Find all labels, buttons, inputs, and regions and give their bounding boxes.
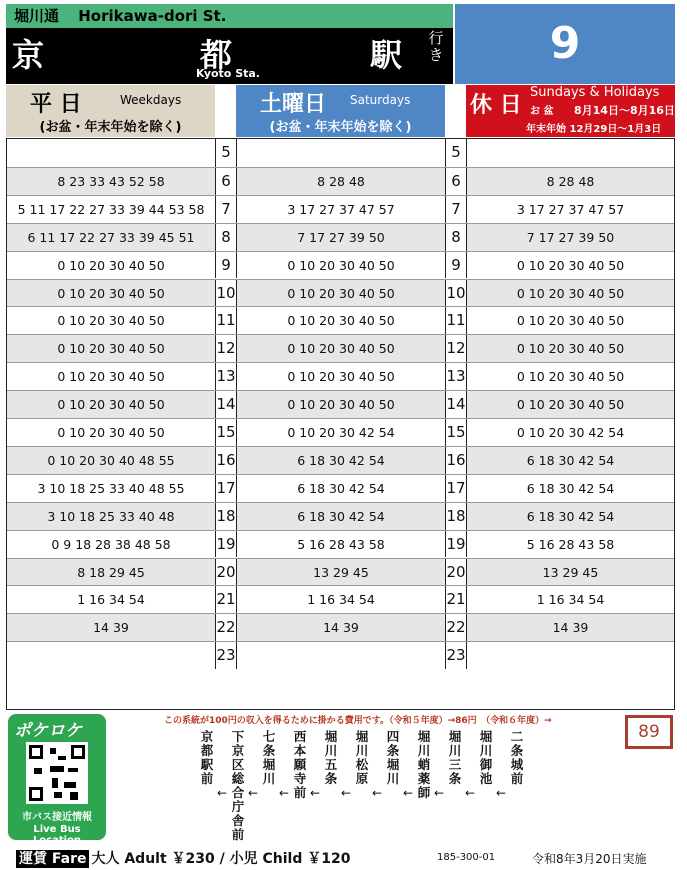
hour-label: 10 (215, 280, 237, 307)
table-row (7, 362, 674, 390)
saturday-minutes (237, 642, 445, 669)
hour-label: 9 (445, 252, 467, 279)
stop-name: 堀川松原 (355, 729, 369, 786)
stop-name: 堀川御池 (479, 729, 493, 786)
weekdays-en: Weekdays (120, 93, 182, 107)
saturday-minutes: 8 28 48 (237, 168, 445, 195)
holiday-minutes (467, 139, 674, 167)
pokelog-jp: 市バス接近情報 (22, 812, 92, 823)
weekday-minutes (7, 642, 215, 669)
arrow-left-icon: ← (403, 786, 414, 800)
holidays-jp: 休 日 (470, 93, 522, 118)
stop-name: 四条堀川 (386, 729, 400, 786)
holiday-minutes: 6 18 30 42 54 (467, 447, 674, 474)
table-row (7, 279, 674, 307)
obon-label: お 盆 (530, 106, 554, 117)
saturday-minutes: 6 18 30 42 54 (237, 503, 445, 530)
holiday-minutes: 13 29 45 (467, 559, 674, 586)
table-row (7, 502, 674, 530)
destination-en: Kyoto Sta. (196, 67, 260, 80)
hour-label: 22 (445, 614, 467, 641)
arrow-left-icon: ← (279, 786, 290, 800)
cost-value: 89 (625, 715, 673, 749)
arrow-left-icon: ← (465, 786, 476, 800)
street-banner (6, 4, 453, 28)
saturday-minutes: 13 29 45 (237, 559, 445, 586)
saturday-minutes: 0 10 20 30 40 50 (287, 313, 395, 329)
hour-label: 23 (215, 642, 237, 669)
holiday-minutes: 8 28 48 (467, 168, 674, 195)
hour-label: 10 (445, 280, 467, 307)
table-row (7, 530, 674, 558)
hour-label: 14 (445, 391, 467, 418)
hour-label: 20 (215, 559, 237, 586)
hour-label: 19 (445, 531, 467, 558)
weekday-minutes: 8 23 33 43 52 58 (7, 168, 215, 195)
table-row (7, 418, 674, 446)
fare-text: 大人 Adult ￥230 / 小児 Child ￥120 (91, 851, 351, 867)
destination-char-3: 駅 (370, 36, 403, 74)
weekday-minutes: 0 10 20 30 40 50 (7, 391, 215, 418)
saturday-minutes: 1 16 34 54 (307, 592, 375, 608)
hour-label: 21 (215, 586, 237, 613)
destination-char-1: 京 (12, 36, 45, 74)
qr-code-icon[interactable] (26, 742, 88, 804)
stop-name: 堀川蛸薬師 (417, 729, 431, 800)
holiday-minutes: 0 10 20 30 40 50 (467, 280, 674, 307)
holiday-minutes: 14 39 (467, 614, 674, 641)
hour-label: 16 (445, 447, 467, 474)
hour-label: 12 (215, 335, 237, 362)
weekdays-jp: 平 日 (30, 92, 82, 117)
holiday-minutes: 0 10 20 30 40 50 (516, 369, 625, 385)
saturday-minutes: 0 10 20 30 40 50 (287, 257, 395, 273)
hour-label: 8 (445, 224, 467, 251)
table-row (7, 167, 674, 195)
hour-label: 7 (215, 196, 237, 223)
holiday-minutes: 5 16 28 43 58 (526, 536, 615, 552)
weekday-minutes: 5 11 17 22 27 33 39 44 53 58 (17, 201, 205, 217)
arrow-left-icon: ← (217, 786, 228, 800)
hour-label: 6 (445, 168, 467, 195)
saturday-minutes: 6 18 30 42 54 (297, 480, 385, 496)
hour-label: 11 (215, 307, 237, 334)
cost-note: この系統が100円の収入を得るために掛かる費用です。（令和５年度）→86円 （令和６年度）→ (164, 716, 552, 726)
fare-label: 運賃 Fare (16, 850, 89, 868)
table-row (7, 251, 674, 279)
stop-name: 七条堀川 (262, 729, 276, 786)
saturday-minutes: 6 18 30 42 54 (237, 447, 445, 474)
saturdays-header (236, 85, 445, 137)
hour-label: 14 (215, 391, 237, 418)
saturday-minutes: 5 16 28 43 58 (297, 536, 385, 552)
street-name-en: Horikawa-dori St. (78, 7, 227, 25)
hour-label: 13 (215, 363, 237, 390)
stop-name: 下京区総合庁舎前 (231, 729, 245, 842)
saturdays-en: Saturdays (350, 93, 411, 107)
holiday-minutes: 1 16 34 54 (536, 592, 605, 608)
weekdays-header (6, 85, 215, 137)
arrow-left-icon: ← (372, 786, 383, 800)
saturdays-jp: 土曜日 (260, 92, 327, 117)
holiday-minutes (467, 642, 674, 669)
holiday-minutes: 0 10 20 30 40 50 (467, 335, 674, 362)
table-row (7, 139, 674, 167)
hour-label: 18 (445, 503, 467, 530)
arrow-left-icon: ← (248, 786, 259, 800)
hour-label: 9 (215, 252, 237, 279)
pokelog-panel[interactable] (8, 714, 106, 846)
timetable-code: 185-300-01 (437, 852, 496, 863)
arrow-left-icon: ← (341, 786, 352, 800)
saturday-minutes: 0 10 20 30 40 50 (237, 391, 445, 418)
arrow-left-icon: ← (434, 786, 445, 800)
saturdays-note: (お盆・年末年始を除く) (269, 120, 412, 135)
weekday-minutes: 0 10 20 30 40 50 (57, 313, 165, 329)
saturday-minutes: 3 17 27 37 47 57 (287, 201, 395, 217)
hour-label: 17 (445, 475, 467, 502)
hour-label: 12 (445, 335, 467, 362)
timetable (6, 138, 675, 710)
stop-name: 二条城前 (510, 729, 524, 786)
hour-label: 15 (215, 419, 237, 446)
table-row (7, 474, 674, 502)
hour-label: 13 (445, 363, 467, 390)
saturday-minutes: 0 10 20 30 42 54 (287, 425, 395, 440)
holiday-minutes: 0 10 20 30 40 50 (516, 313, 625, 329)
bound-for-label: 行き (428, 29, 444, 64)
table-row (7, 334, 674, 362)
weekday-minutes: 6 11 17 22 27 33 39 45 51 (7, 224, 215, 251)
fare-info (16, 848, 350, 868)
hour-label: 20 (445, 559, 467, 586)
pokelog-en: Live Bus Location (32, 824, 82, 846)
holiday-minutes: 0 10 20 30 40 50 (516, 257, 625, 273)
stop-name: 堀川三条 (448, 729, 462, 786)
hour-label: 22 (215, 614, 237, 641)
effective-date: 令和8年3月20日実施 (532, 852, 647, 866)
arrow-left-icon: ← (496, 786, 507, 800)
hour-label: 19 (215, 531, 237, 558)
pokelog-title: ポケロケ (14, 721, 82, 741)
stop-name: 京都駅前 (200, 729, 214, 786)
hour-label: 5 (215, 139, 237, 167)
weekday-minutes: 0 10 20 30 40 50 (57, 369, 165, 385)
hour-label: 21 (445, 586, 467, 613)
hour-label: 5 (445, 139, 467, 167)
saturday-minutes: 14 39 (237, 614, 445, 641)
destination-char-2: 都 (200, 36, 233, 74)
weekday-minutes: 0 9 18 28 38 48 58 (51, 536, 171, 552)
weekdays-note: (お盆・年末年始を除く) (39, 120, 182, 135)
table-row (7, 585, 674, 613)
hour-label: 6 (215, 168, 237, 195)
hour-label: 8 (215, 224, 237, 251)
saturday-minutes: 0 10 20 30 40 50 (287, 369, 395, 385)
holiday-minutes: 3 17 27 37 47 57 (516, 201, 625, 217)
weekday-minutes: 0 10 20 30 40 50 (7, 280, 215, 307)
holiday-minutes: 6 18 30 42 54 (467, 503, 674, 530)
hour-label: 11 (445, 307, 467, 334)
arrow-left-icon: ← (310, 786, 321, 800)
obon-dates: 8月14日～8月16日 (574, 104, 675, 117)
hour-label: 16 (215, 447, 237, 474)
street-name-jp: 堀川通 (14, 7, 60, 25)
weekday-minutes: 14 39 (7, 614, 215, 641)
saturday-minutes: 0 10 20 30 40 50 (237, 335, 445, 362)
weekday-minutes: 0 10 20 30 40 50 (57, 425, 165, 440)
holiday-minutes: 6 18 30 42 54 (526, 480, 615, 496)
table-row (7, 306, 674, 334)
table-row (7, 390, 674, 418)
table-row (7, 641, 674, 669)
saturday-minutes: 0 10 20 30 40 50 (237, 280, 445, 307)
saturday-minutes (237, 139, 445, 167)
hour-label: 23 (445, 642, 467, 669)
weekday-minutes: 0 10 20 30 40 50 (57, 257, 165, 273)
destination-banner (6, 28, 453, 84)
table-row (7, 613, 674, 641)
weekday-minutes: 1 16 34 54 (77, 592, 145, 608)
table-row (7, 558, 674, 586)
saturday-minutes: 7 17 27 39 50 (237, 224, 445, 251)
table-row (7, 223, 674, 251)
weekday-minutes: 3 10 18 25 33 40 48 (7, 503, 215, 530)
newyear-dates: 年末年始 12月29日～1月3日 (526, 124, 662, 135)
hour-label: 7 (445, 196, 467, 223)
table-row (7, 446, 674, 474)
holiday-minutes: 0 10 20 30 42 54 (516, 425, 625, 440)
weekday-minutes: 3 10 18 25 33 40 48 55 (37, 480, 185, 496)
hour-label: 18 (215, 503, 237, 530)
holidays-en: Sundays & Holidays (530, 85, 660, 100)
holidays-header (466, 85, 675, 137)
weekday-minutes (7, 139, 215, 167)
stop-name: 西本願寺前 (293, 729, 307, 800)
weekday-minutes: 0 10 20 30 40 50 (7, 335, 215, 362)
weekday-minutes: 0 10 20 30 40 48 55 (7, 447, 215, 474)
table-row (7, 195, 674, 223)
holiday-minutes: 7 17 27 39 50 (467, 224, 674, 251)
weekday-minutes: 8 18 29 45 (7, 559, 215, 586)
stop-name: 堀川五条 (324, 729, 338, 786)
holiday-minutes: 0 10 20 30 40 50 (467, 391, 674, 418)
hour-label: 17 (215, 475, 237, 502)
route-number: 9 (455, 4, 675, 84)
hour-label: 15 (445, 419, 467, 446)
